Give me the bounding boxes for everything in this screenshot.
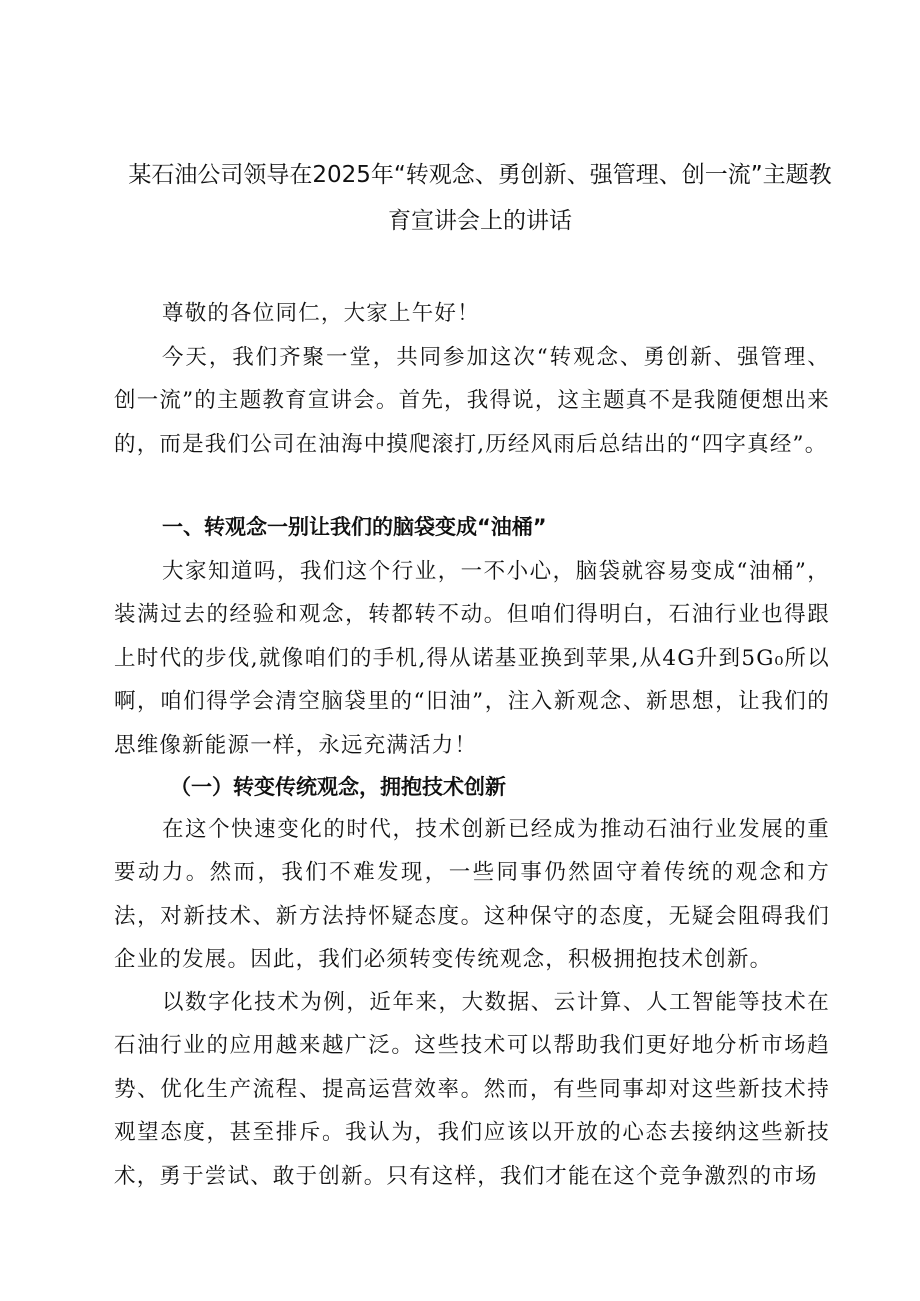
section-paragraph: 大家知道吗，我们这个行业，一不小心，脑袋就容易变成“油桶”，装满过去的经验和观念，转都转不动。但咱们得明白，石油行业也得跟上时代的步伐,就像咱们的手机,得从诺基亚换到苹果,从4G升到5G₀所以啊，咱们得学会清空脑袋里的“旧油”，注入新观念、新思想，让我们的思维像新能源一样，永远充满活力！	[114, 559, 830, 758]
subsection-heading: （一）转变传统观念，拥抱技术创新	[170, 774, 506, 799]
intro-paragraph: 今天，我们齐聚一堂，共同参加这次“转观念、勇创新、强管理、创一流”的主题教育宣讲会。首先，我得说，这主题真不是我随便想出来的，而是我们公司在油海中摸爬滚打,历经风雨后总结出的“四字真经”。	[114, 345, 830, 457]
section-heading: 一、转观念一别让我们的脑袋变成“油桶”	[162, 515, 547, 539]
subsection-paragraph: 在这个快速变化的时代，技术创新已经成为推动石油行业发展的重要动力。然而，我们不难发现，一些同事仍然固守着传统的观念和方法，对新技术、新方法持怀疑态度。这种保守的态度，无疑会阻碍我们企业的发展。因此，我们必须转变传统观念，积极拥抱技术创新。	[114, 817, 830, 973]
greeting-paragraph: 尊敬的各位同仁，大家上午好！	[162, 301, 480, 326]
subsection-paragraph-2: 以数字化技术为例，近年来，大数据、云计算、人工智能等技术在石油行业的应用越来越广泛。这些技术可以帮助我们更好地分析市场趋势、优化生产流程、提高运营效率。然而，有些同事却对这些新技术持观望态度，甚至排斥。我认为，我们应该以开放的心态去接纳这些新技术，勇于尝试、敢于创新。只有这样，我们才能在这个竞争激烈的市场	[114, 990, 830, 1189]
document-title: 某石油公司领导在2025年“转观念、勇创新、强管理、创一流”主题教育宣讲会上的讲话	[128, 162, 832, 234]
